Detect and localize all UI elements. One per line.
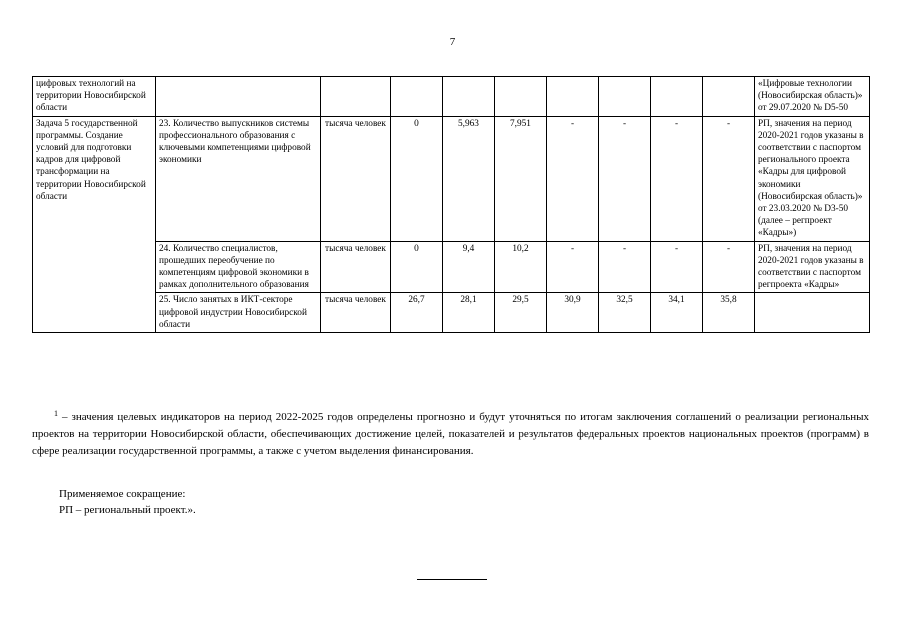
- value-cell: -: [651, 116, 703, 241]
- indicators-table: [32, 76, 870, 333]
- indicator-cell: 24. Количество специалистов, прошедших переобучение по компетенциям цифровой экономики в рамках дополнительного образования: [156, 241, 321, 293]
- value-cell: 28,1: [443, 293, 495, 333]
- value-cell: 32,5: [599, 293, 651, 333]
- abbreviations-block: [59, 487, 196, 518]
- value-cell: [599, 77, 651, 117]
- value-cell: [651, 77, 703, 117]
- unit-cell: [321, 77, 391, 117]
- value-cell: 7,951: [495, 116, 547, 241]
- value-cell: 0: [391, 241, 443, 293]
- value-cell: -: [703, 116, 755, 241]
- value-cell: [391, 77, 443, 117]
- value-cell: [495, 77, 547, 117]
- value-cell: 30,9: [547, 293, 599, 333]
- footnote-marker: 1: [54, 409, 58, 418]
- value-cell: 5,963: [443, 116, 495, 241]
- note-cell: «Цифровые технологии (Новосибирская область)» от 29.07.2020 № D5-50: [755, 77, 870, 117]
- table-row: [33, 241, 870, 293]
- table-row: [33, 77, 870, 117]
- value-cell: [547, 77, 599, 117]
- value-cell: 9,4: [443, 241, 495, 293]
- value-cell: 29,5: [495, 293, 547, 333]
- note-cell: РП, значения на период 2020-2021 годов указаны в соответствии с паспортом регпроекта «Кадры»: [755, 241, 870, 293]
- value-cell: 34,1: [651, 293, 703, 333]
- table-row: [33, 116, 870, 241]
- value-cell: 0: [391, 116, 443, 241]
- value-cell: 26,7: [391, 293, 443, 333]
- abbreviations-title: Применяемое сокращение:: [59, 488, 186, 500]
- table-row: [33, 293, 870, 333]
- footnote-text: – значения целевых индикаторов на период 2022-2025 годов определены прогнозно и будут уточняться по итогам заключения соглашений о реализации региональных проектов на территории Новосибирской области, обеспечивающих достижение целей, показателей и результатов федеральных проектов национальных проектов (программ) в сфере реализации государственной программы, а также с учетом выделения финансирования.: [32, 411, 869, 457]
- unit-cell: тысяча человек: [321, 241, 391, 293]
- value-cell: 10,2: [495, 241, 547, 293]
- value-cell: -: [651, 241, 703, 293]
- note-cell: РП, значения на период 2020-2021 годов указаны в соответствии с паспортом регионального проекта «Кадры для цифровой экономики (Новосибирская область)» от 23.03.2020 № D3-50 (далее – регпроект «Кадры»): [755, 116, 870, 241]
- unit-cell: тысяча человек: [321, 116, 391, 241]
- value-cell: -: [547, 116, 599, 241]
- indicator-cell: 23. Количество выпускников системы профессионального образования с ключевыми компетенциями цифровой экономики: [156, 116, 321, 241]
- value-cell: [443, 77, 495, 117]
- value-cell: -: [599, 241, 651, 293]
- note-cell: [755, 293, 870, 333]
- indicator-cell: [156, 77, 321, 117]
- unit-cell: тысяча человек: [321, 293, 391, 333]
- footnote: [32, 405, 869, 460]
- task-cell: цифровых технологий на территории Новосибирской области: [33, 77, 156, 117]
- end-divider: [417, 579, 487, 580]
- task-cell: Задача 5 государственной программы. Создание условий для подготовки кадров для цифровой трансформации на территории Новосибирской области: [33, 116, 156, 332]
- value-cell: 35,8: [703, 293, 755, 333]
- value-cell: -: [599, 116, 651, 241]
- value-cell: [703, 77, 755, 117]
- indicator-cell: 25. Число занятых в ИКТ-секторе цифровой индустрии Новосибирской области: [156, 293, 321, 333]
- abbreviation-item: РП – региональный проект.».: [59, 503, 196, 516]
- value-cell: -: [703, 241, 755, 293]
- value-cell: -: [547, 241, 599, 293]
- page-number: 7: [449, 36, 456, 48]
